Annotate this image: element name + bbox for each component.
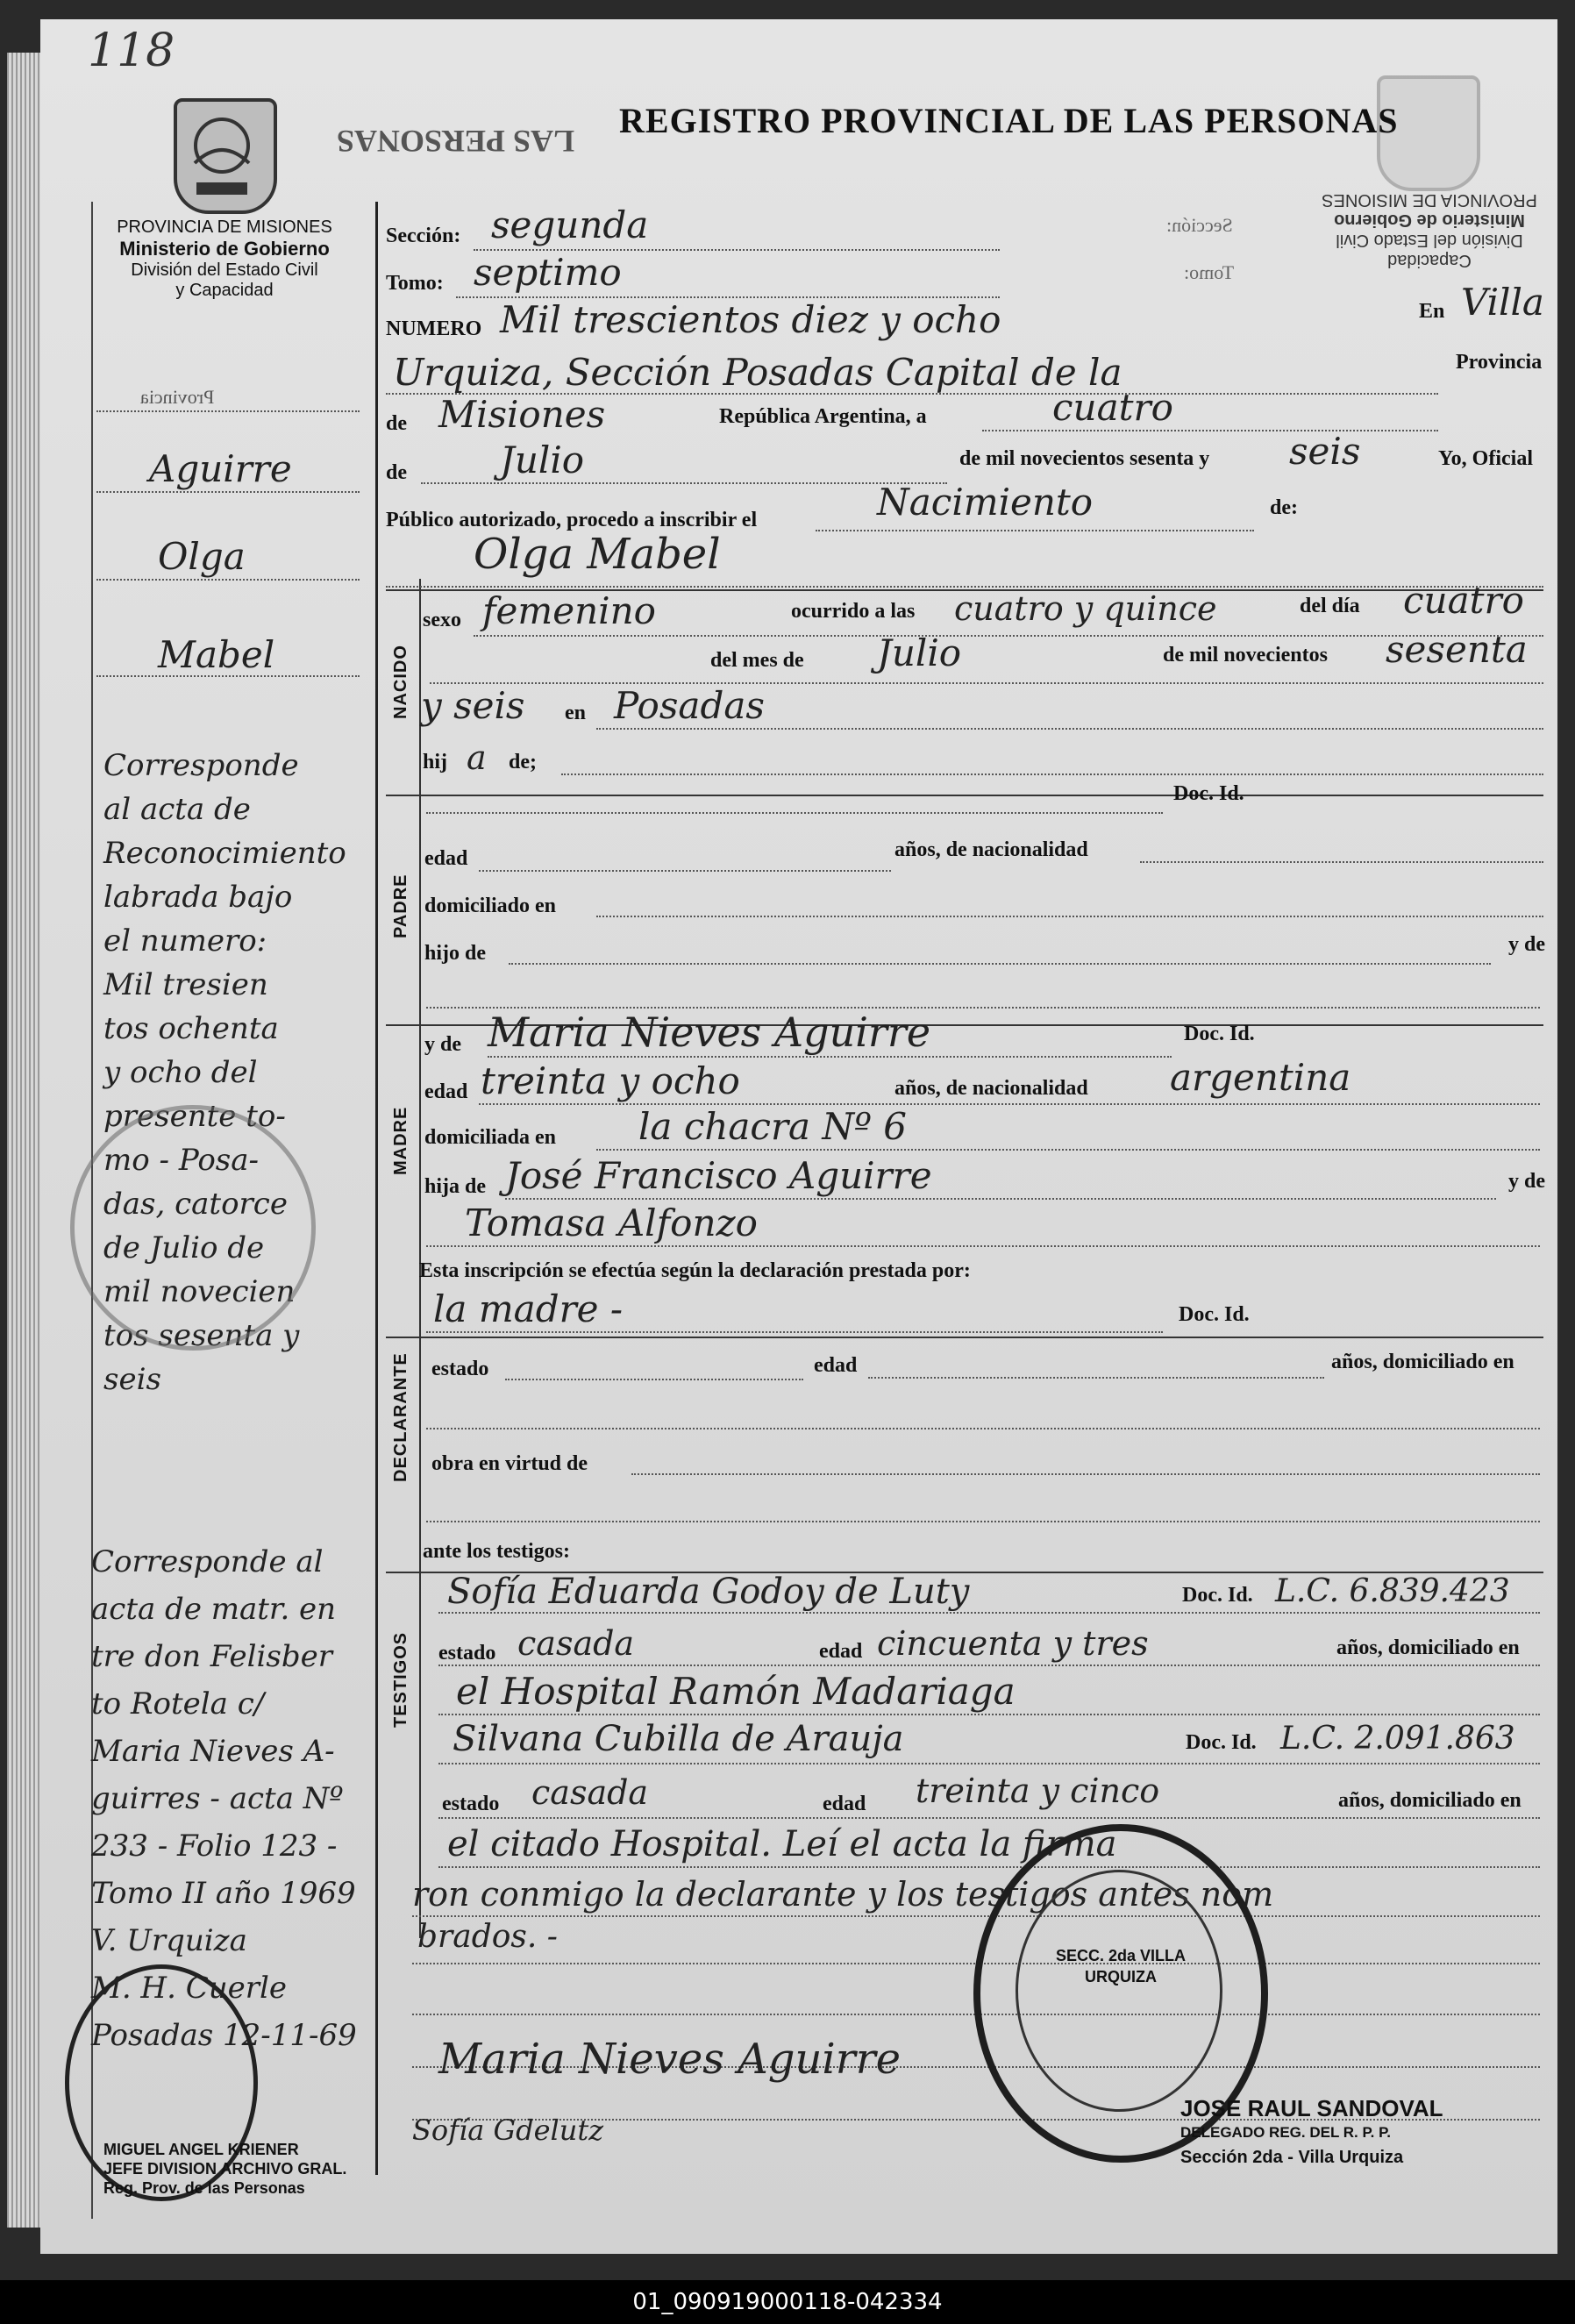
- testigo1-doc-value: L.C. 6.839.423: [1275, 1573, 1510, 1609]
- hij-label: hij: [423, 751, 448, 773]
- testigo1-nombre-value: Sofía Eduarda Godoy de Luty: [447, 1572, 970, 1612]
- declarante-edad-label: edad: [814, 1354, 858, 1377]
- left-bleed-province: Provincia: [140, 386, 215, 408]
- de3-label: de:: [1270, 496, 1298, 519]
- form-line: [426, 812, 1163, 814]
- padre-edad-label: edad: [424, 847, 468, 870]
- form-line: [596, 728, 1543, 730]
- form-line: [596, 1149, 1540, 1151]
- hij-value: a: [467, 738, 487, 777]
- nacido-en-label: en: [565, 702, 586, 724]
- nacido-anio-value-2: y seis: [421, 684, 525, 727]
- lugar-value: Posadas: [614, 684, 765, 727]
- del-mes-label: del mes de: [710, 649, 804, 672]
- hora-value: cuatro y quince: [954, 589, 1217, 628]
- form-line: [438, 1714, 1540, 1715]
- section-rule: [386, 1337, 1543, 1338]
- de2-label: de: [386, 461, 407, 484]
- form-line: [421, 482, 947, 484]
- madre-edad-label: edad: [424, 1080, 468, 1103]
- provincia-label: Provincia: [1456, 351, 1543, 374]
- form-line: [386, 586, 1543, 588]
- nacido-anio-value: sesenta: [1386, 628, 1528, 671]
- testigo1-domicilio-value: el Hospital Ramón Madariaga: [456, 1670, 1016, 1713]
- margin-line: [96, 579, 360, 581]
- form-line: [438, 1866, 1540, 1868]
- del-dia-label: del día: [1300, 595, 1360, 617]
- right-bleed-section: Sección:: [1166, 214, 1233, 236]
- declarante-obra-label: obra en virtud de: [431, 1452, 588, 1475]
- seccion-value: segunda: [491, 203, 649, 246]
- margin-note-reconocimiento: Corresponde al acta de Reconocimiento labrada bajo el numero: Mil tresien tos ochenta y ocho del presente to- mo - Posa- das, catorce de Julio de mil novecien tos sesenta y seis: [103, 748, 346, 1397]
- testigo1-doc-label: Doc. Id.: [1182, 1584, 1253, 1607]
- testigo1-edad-value: cincuenta y tres: [877, 1624, 1149, 1663]
- hij-de-label: de;: [509, 751, 537, 773]
- form-line: [631, 1473, 1540, 1475]
- margin-surname: Aguirre: [149, 447, 292, 490]
- madre-nacionalidad-value: argentina: [1170, 1056, 1351, 1099]
- image-id-footer: 01_090919000118-042334: [0, 2280, 1575, 2324]
- form-line: [430, 682, 1543, 684]
- testigo2-edad-label: edad: [823, 1793, 866, 1815]
- form-line: [426, 1521, 1540, 1522]
- madre-madre-value: Tomasa Alfonzo: [465, 1201, 758, 1244]
- testigo2-edad-value: treinta y cinco: [916, 1772, 1160, 1810]
- localidad-value: Urquiza, Sección Posadas Capital de la: [393, 351, 1122, 394]
- testigo1-estado-value: casada: [517, 1624, 635, 1663]
- testigo2-estado-label: estado: [442, 1793, 500, 1815]
- form-line: [438, 1763, 1540, 1764]
- numero-value: Mil trescientos diez y ocho: [500, 298, 1001, 341]
- mirrored-title-bleed: LAS PERSONAS: [337, 124, 575, 159]
- delegation-round-stamp: SECC. 2da VILLA URQUIZA: [973, 1824, 1268, 2163]
- testigo2-nombre-value: Silvana Cubilla de Arauja: [453, 1719, 904, 1759]
- madre-domicilio-value: la chacra Nº 6: [638, 1105, 907, 1148]
- form-line: [438, 1817, 1540, 1819]
- right-bleed-tomo: Tomo:: [1184, 261, 1235, 283]
- nacido-dia-value: cuatro: [1403, 579, 1524, 622]
- nacido-mil-label: de mil novecientos: [1163, 644, 1328, 667]
- form-line: [596, 916, 1543, 917]
- padre-domicilio-label: domiciliado en: [424, 895, 557, 917]
- form-line: [509, 963, 1491, 965]
- testigos-section-label: TESTIGOS: [391, 1631, 410, 1728]
- coat-of-arms-icon: [174, 98, 277, 214]
- nacido-section-label: NACIDO: [391, 645, 410, 719]
- declarante-intro-label: Esta inscripción se efectúa según la declaración prestada por:: [419, 1259, 971, 1282]
- form-line: [505, 1379, 803, 1380]
- form-line: [816, 530, 1254, 531]
- closing-line-3: brados. -: [417, 1919, 558, 1955]
- form-line: [479, 870, 891, 872]
- form-line: [438, 1665, 1540, 1666]
- margin-note-matrimonio: Corresponde al acta de matr. en tre don Felisber to Rotela c/ Maria Nieves A- guirres - acta Nº 233 - Folio 123 - Tomo II año 1969 V. Urquiza M. H. Cuerle Posadas 12-11-69: [91, 1544, 357, 2053]
- provincia-value: Misiones: [438, 393, 606, 436]
- margin-line: [96, 491, 360, 493]
- section-label-rule: [419, 579, 421, 1938]
- sexo-label: sexo: [423, 609, 461, 631]
- form-line: [426, 1245, 1540, 1247]
- yo-label: Yo, Oficial: [1438, 447, 1533, 470]
- en-label: En: [1419, 300, 1445, 323]
- signature-testigo: Sofía Gdelutz: [412, 2114, 604, 2147]
- form-line: [426, 1428, 1540, 1429]
- nombre-value: Olga Mabel: [474, 530, 721, 579]
- madre-doc-label: Doc. Id.: [1184, 1023, 1255, 1045]
- madre-section-label: MADRE: [391, 1106, 410, 1175]
- padre-doc-label: Doc. Id.: [1173, 782, 1244, 805]
- anio-value: seis: [1289, 430, 1361, 473]
- page-title: REGISTRO PROVINCIAL DE LAS PERSONAS: [619, 101, 1399, 140]
- margin-line: [96, 410, 360, 412]
- form-line: [505, 1198, 1496, 1200]
- declarante-doc-label: Doc. Id.: [1179, 1303, 1250, 1326]
- testigo2-anios-label: años, domiciliado en: [1338, 1789, 1522, 1812]
- padre-anios-label: años, de nacionalidad: [894, 838, 1088, 861]
- form-line: [488, 1056, 1172, 1058]
- ocurrido-label: ocurrido a las: [791, 600, 916, 623]
- padre-yde-label: y de: [1508, 933, 1545, 956]
- de-label: de: [386, 412, 407, 435]
- form-line: [438, 1612, 1540, 1614]
- form-line: [1140, 861, 1543, 863]
- padre-section-label: PADRE: [391, 873, 410, 938]
- closing-line-1: el citado Hospital. Leí el acta la firma: [447, 1824, 1117, 1864]
- madre-nombre-value: Maria Nieves Aguirre: [488, 1009, 931, 1056]
- madre-padre-value: José Francisco Aguirre: [505, 1154, 932, 1197]
- testigo2-doc-label: Doc. Id.: [1186, 1731, 1257, 1754]
- form-line: [474, 635, 1543, 637]
- left-header: PROVINCIA DE MISIONES Ministerio de Gobierno División del Estado Civil y Capacidad: [117, 217, 332, 300]
- form-line: [412, 1915, 1540, 1917]
- form-line: [426, 1331, 1163, 1333]
- en-value: Villa: [1461, 281, 1544, 324]
- republica-label: República Argentina, a: [719, 405, 927, 428]
- testigo1-anios-label: años, domiciliado en: [1336, 1636, 1520, 1659]
- page-number: 118: [88, 25, 175, 77]
- mil-label: de mil novecientos sesenta y: [959, 447, 1210, 470]
- form-line: [868, 1377, 1324, 1379]
- page-edges: [7, 53, 42, 2228]
- madre-domicilio-label: domiciliada en: [424, 1126, 557, 1149]
- nacido-mes-value: Julio: [877, 631, 962, 674]
- testigo1-edad-label: edad: [819, 1640, 863, 1663]
- testigo2-estado-value: casada: [531, 1773, 649, 1812]
- sexo-value: femenino: [482, 589, 656, 632]
- padre-hijo-label: hijo de: [424, 942, 487, 965]
- section-rule: [386, 795, 1543, 796]
- madre-yde-label: y de: [424, 1033, 461, 1056]
- numero-label: NUMERO: [386, 317, 482, 340]
- declarante-value: la madre -: [433, 1287, 624, 1330]
- madre-hija-label: hija de: [424, 1175, 487, 1198]
- mes-value: Julio: [500, 438, 585, 481]
- tomo-label: Tomo:: [386, 272, 444, 295]
- testigos-intro-label: ante los testigos:: [423, 1540, 570, 1563]
- declarante-anios-label: años, domiciliado en: [1331, 1351, 1514, 1373]
- margin-given-name-1: Olga: [158, 535, 246, 578]
- margin-given-name-2: Mabel: [158, 633, 275, 676]
- signature-madre: Maria Nieves Aguirre: [438, 2035, 902, 2084]
- testigo2-doc-value: L.C. 2.091.863: [1280, 1721, 1515, 1757]
- form-line: [982, 430, 1438, 431]
- madre-edad-value: treinta y ocho: [481, 1059, 740, 1102]
- testigo1-estado-label: estado: [438, 1642, 496, 1665]
- margin-faded-stamp: [70, 1105, 316, 1351]
- closing-line-2: ron conmigo la declarante y los testigos antes nom: [412, 1875, 1274, 1914]
- declarante-section-label: DECLARANTE: [391, 1352, 410, 1482]
- seccion-label: Sección:: [386, 225, 461, 247]
- tomo-value: septimo: [474, 251, 622, 294]
- official-stamp-block: JOSE RAUL SANDOVAL DELEGADO REG. DEL R. P. P. Sección 2da - Villa Urquiza: [1180, 2095, 1443, 2167]
- madre-yde2-label: y de: [1508, 1170, 1545, 1193]
- form-line: [561, 773, 1543, 775]
- madre-anios-label: años, de nacionalidad: [894, 1077, 1088, 1100]
- right-header-bleed: Capacidad División del Estado Civil Ministerio de Gobierno PROVINCIA DE MISIONES: [1322, 190, 1537, 270]
- declarante-estado-label: estado: [431, 1358, 489, 1380]
- archive-official-stamp: MIGUEL ANGEL KRIENER JEFE DIVISION ARCHIVO GRAL. Reg. Prov. de las Personas: [103, 2141, 347, 2197]
- acto-value: Nacimiento: [877, 481, 1094, 524]
- publico-label: Público autorizado, procedo a inscribir el: [386, 509, 758, 531]
- dia-value: cuatro: [1052, 386, 1173, 429]
